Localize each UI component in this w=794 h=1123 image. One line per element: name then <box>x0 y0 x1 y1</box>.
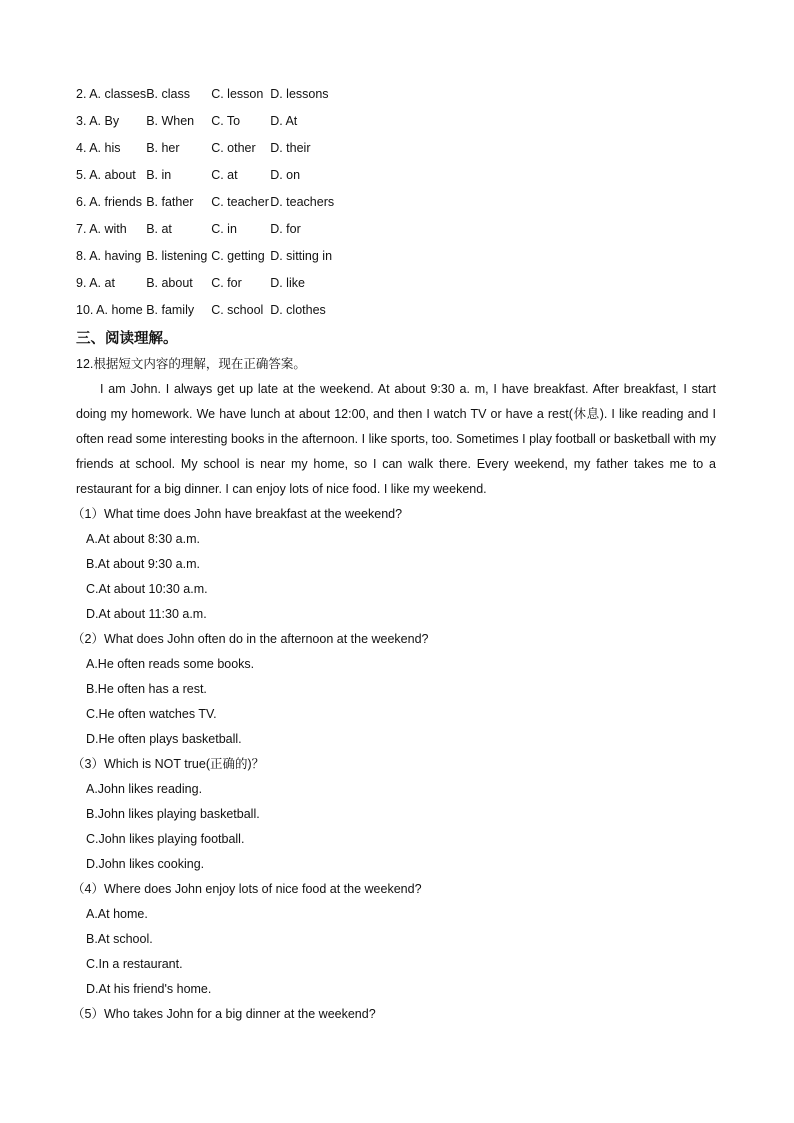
option-cell: 9. A. at <box>76 275 115 290</box>
option-cell: 4. A. his <box>76 140 121 155</box>
option-row <box>76 107 360 134</box>
option-cell: 8. A. having <box>76 248 142 263</box>
option-cell: D. lessons <box>270 86 329 101</box>
option-row <box>76 80 360 107</box>
sub-questions <box>72 502 716 1027</box>
answer-option: B.At about 9:30 a.m. <box>86 557 200 571</box>
question-title: 12.根据短文内容的理解，现在正确答案。 <box>76 357 306 371</box>
answer-option: C.In a restaurant. <box>86 957 183 971</box>
option-cell: 2. A. classes <box>76 86 147 101</box>
option-row <box>76 269 360 296</box>
option-row <box>76 188 360 215</box>
answer-option: C.John likes playing football. <box>86 832 245 846</box>
worksheet-page <box>72 80 716 1027</box>
option-cell: C. at <box>211 167 238 182</box>
answer-option: C.At about 10:30 a.m. <box>86 582 208 596</box>
answer-option: A.John likes reading. <box>86 782 203 796</box>
option-cell: B. in <box>146 167 172 182</box>
sub-question: （2）What does John often do in the afternoon at the weekend? <box>72 632 429 646</box>
option-cell: C. getting <box>211 248 265 263</box>
sub-question: （4）Where does John enjoy lots of nice food at the weekend? <box>72 882 422 896</box>
option-row <box>76 161 360 188</box>
option-cell: D. At <box>270 113 298 128</box>
sub-question: （1）What time does John have breakfast at the weekend? <box>72 507 403 521</box>
answer-option: D.At his friend's home. <box>86 982 212 996</box>
option-cell: D. their <box>270 140 311 155</box>
reading-passage: I am John. I always get up late at the weekend. At about 9:30 a. m, I have breakfast. After breakfast, I start doing my homework. We have lunch at about 12:00, and then I watch TV or have a rest(休息). I like reading and I often read some interesting books in the afternoon. I like sports, too. Sometimes I play football or basketball with my friends at school. My school is near my home, so I can walk there. Every weekend, my father takes me to a restaurant for a big dinner. I can enjoy lots of nice food. I like my weekend. <box>76 382 716 496</box>
option-cell: D. for <box>270 221 301 236</box>
option-cell: C. To <box>211 113 241 128</box>
option-cell: D. on <box>270 167 301 182</box>
option-cell: C. school <box>211 302 264 317</box>
answer-option: B.John likes playing basketball. <box>86 807 260 821</box>
option-cell: D. like <box>270 275 305 290</box>
option-cell: B. family <box>146 302 195 317</box>
option-row <box>76 242 360 269</box>
option-cell: C. other <box>211 140 256 155</box>
cloze-options-table <box>76 80 360 323</box>
option-cell: C. for <box>211 275 242 290</box>
option-cell: D. clothes <box>270 302 326 317</box>
answer-option: A.At home. <box>86 907 148 921</box>
option-cell: B. class <box>146 86 190 101</box>
option-row <box>76 215 360 242</box>
answer-option: D.John likes cooking. <box>86 857 205 871</box>
option-cell: B. her <box>146 140 180 155</box>
option-cell: B. listening <box>146 248 208 263</box>
answer-option: B.At school. <box>86 932 153 946</box>
option-cell: B. father <box>146 194 194 209</box>
option-cell: 5. A. about <box>76 167 136 182</box>
answer-option: A.At about 8:30 a.m. <box>86 532 200 546</box>
section-title: 三、阅读理解。 <box>76 331 178 347</box>
option-cell: 7. A. with <box>76 221 127 236</box>
option-cell: B. When <box>146 113 195 128</box>
sub-question: （3）Which is NOT true(正确的)？ <box>72 757 265 771</box>
option-cell: D. teachers <box>270 194 335 209</box>
option-row <box>76 134 360 161</box>
sub-question: （5）Who takes John for a big dinner at the weekend? <box>72 1007 376 1021</box>
option-cell: 10. A. home <box>76 302 143 317</box>
answer-option: A.He often reads some books. <box>86 657 255 671</box>
answer-option: C.He often watches TV. <box>86 707 217 721</box>
option-cell: C. in <box>211 221 237 236</box>
option-cell: B. about <box>146 275 193 290</box>
option-cell: D. sitting in <box>270 248 333 263</box>
answer-option: D.He often plays basketball. <box>86 732 242 746</box>
answer-option: D.At about 11:30 a.m. <box>86 607 207 621</box>
option-cell: 6. A. friends <box>76 194 143 209</box>
option-cell: C. teacher <box>211 194 269 209</box>
option-row <box>76 296 360 323</box>
answer-option: B.He often has a rest. <box>86 682 207 696</box>
option-cell: B. at <box>146 221 172 236</box>
option-cell: 3. A. By <box>76 113 120 128</box>
option-cell: C. lesson <box>211 86 264 101</box>
